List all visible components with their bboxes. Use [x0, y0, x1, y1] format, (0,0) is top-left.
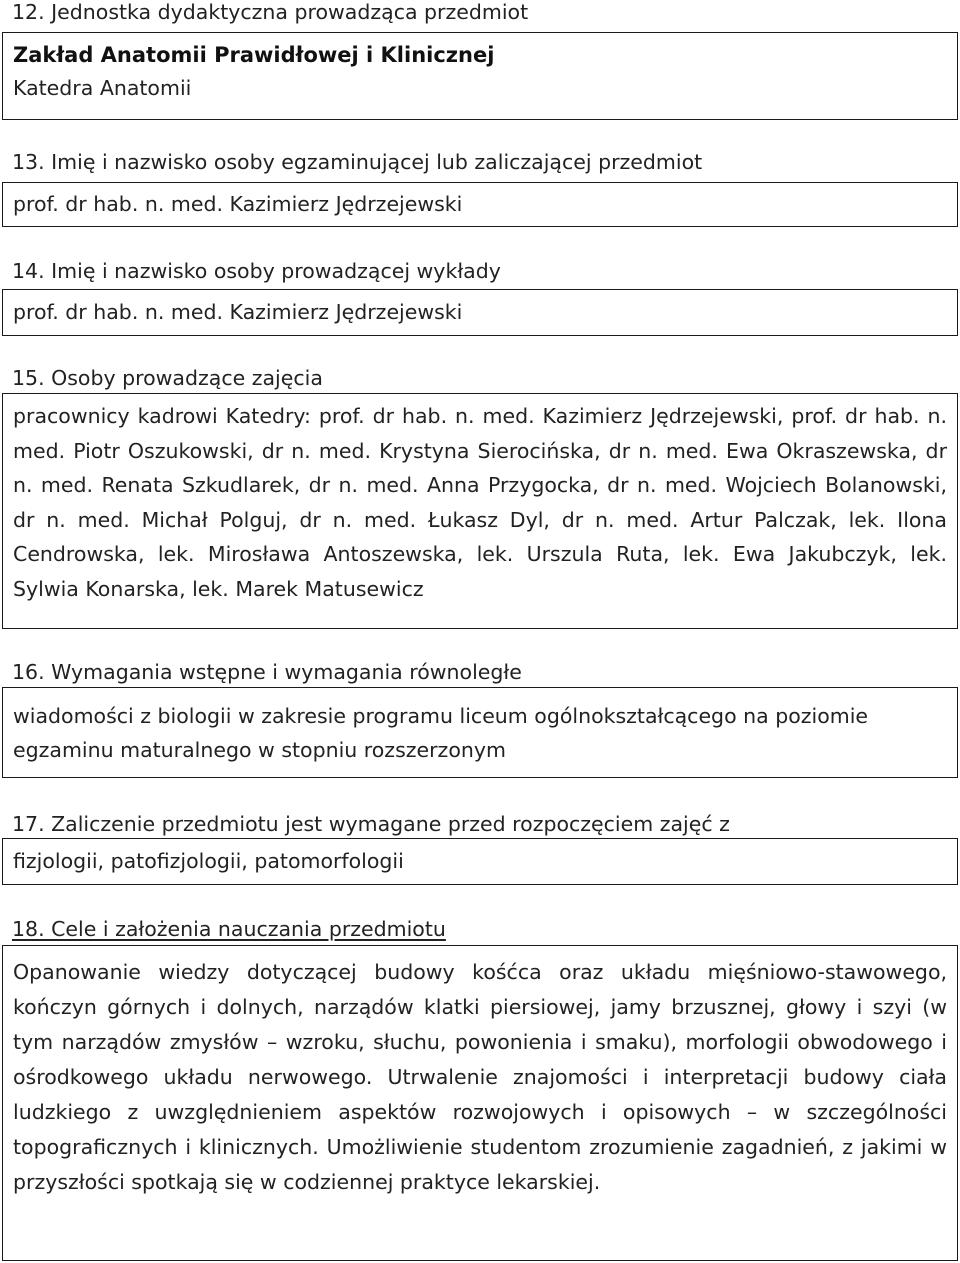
section-14-heading: 14. Imię i nazwisko osoby prowadzącej wykłady: [12, 259, 501, 283]
section-16-heading: 16. Wymagania wstępne i wymagania równoległe: [12, 660, 522, 684]
section-13-heading: 13. Imię i nazwisko osoby egzaminującej lub zaliczającej przedmiot: [12, 150, 703, 174]
section-16-box: [2, 687, 958, 778]
section-18-heading: 18. Cele i założenia nauczania przedmiotu: [12, 917, 446, 941]
required-before-text: fizjologii, patofizjologii, patomorfologii: [13, 849, 404, 873]
section-13-box: [2, 182, 958, 227]
instructors-list: pracownicy kadrowi Katedry: prof. dr hab. n. med. Kazimierz Jędrzejewski, prof. dr hab. n. med. Piotr Oszukowski, dr n. med. Krystyna Sierocińska, dr n. med. Ewa Okraszewska, dr n. med. Renata Szkudlarek, dr n. med. Anna Przygocka, dr n. med. Wojciech Bolanowski, dr n. med. Michał Polguj, dr n. med. Łukasz Dyl, dr n. med. Artur Palczak, lek. Ilona Cendrowska, lek. Mirosława Antoszewska, lek. Urszula Ruta, lek. Ewa Jakubczyk, lek. Sylwia Konarska, lek. Marek Matusewicz: [13, 404, 947, 601]
section-15-box: [2, 393, 958, 629]
section-18-box: [2, 945, 958, 1261]
section-12-heading: 12. Jednostka dydaktyczna prowadząca przedmiot: [12, 0, 529, 24]
lecturer-name: prof. dr hab. n. med. Kazimierz Jędrzejewski: [13, 300, 463, 324]
examiner-name: prof. dr hab. n. med. Kazimierz Jędrzejewski: [13, 192, 463, 216]
section-17-box: [2, 838, 958, 885]
prerequisites-text: wiadomości z biologii w zakresie programu liceum ogólnokształcącego na poziomie egzaminu maturalnego w stopniu rozszerzonym: [13, 704, 869, 762]
department-name: Katedra Anatomii: [13, 76, 192, 100]
course-goals-text: Opanowanie wiedzy dotyczącej budowy kośćca oraz układu mięśniowo-stawowego, kończyn górnych i dolnych, narządów klatki piersiowej, jamy brzusznej, głowy i szyi (w tym narządów zmysłów – wzroku, słuchu, powonienia i smaku), morfologii obwodowego i ośrodkowego układu nerwowego. Utrwalenie znajomości i interpretacji budowy ciała ludzkiego z uwzględnieniem aspektów rozwojowych i opisowych – w szczególności topograficznych i klinicznych. Umożliwienie studentom zrozumienie zagadnień, z jakimi w przyszłości spotkają się w codziennej praktyce lekarskiej.: [13, 960, 947, 1194]
section-17-heading: 17. Zaliczenie przedmiotu jest wymagane przed rozpoczęciem zajęć z: [12, 812, 730, 836]
section-14-box: [2, 289, 958, 336]
section-15-heading: 15. Osoby prowadzące zajęcia: [12, 366, 323, 390]
unit-name: Zakład Anatomii Prawidłowej i Klinicznej: [13, 43, 495, 67]
section-12-box: [2, 32, 958, 120]
